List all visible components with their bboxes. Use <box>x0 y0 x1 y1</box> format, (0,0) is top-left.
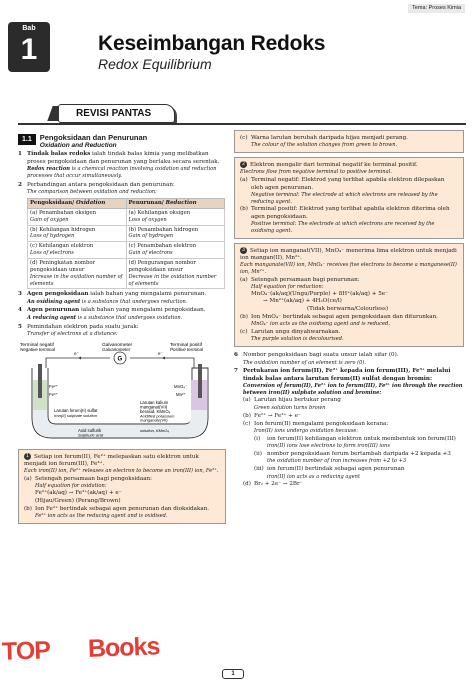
left-solution-label-en: Iron(II) sulphate solution <box>54 412 97 418</box>
note-sub-b <box>24 506 220 520</box>
sub-text: Ion Fe²⁺ bertindak sebagai agen penurunan dan dioksidakan. <box>35 505 210 512</box>
note-text-en: Each manganate(VII) ion, MnO₄⁻ receives five electrons to become a manganese(II) ion, Mn²⁺. <box>240 262 457 276</box>
cell-text: Kehilangan elektron <box>38 243 94 250</box>
page-number: 1 <box>222 669 244 679</box>
point-3 <box>18 291 226 305</box>
point-en: is a substance that undergoes oxidation. <box>76 314 183 321</box>
point-text: Perbandingan antara pengoksidaan dan penurunan: <box>27 181 175 188</box>
point-text: ialah bahan yang mengalami penurunan. <box>88 291 207 298</box>
cell-text-en: Gain of electrons <box>128 250 173 257</box>
cell-text: Kehilangan hidrogen <box>39 226 96 233</box>
left-electrode <box>38 364 42 398</box>
sub-text: ion ferum(II) bertindak sebagai agen penurunan <box>267 466 405 473</box>
sub-text-en: iron(II) ions lose electrons to form iron(III) ions <box>267 443 390 450</box>
row-label: (d) <box>30 259 38 266</box>
sub-text: Larutan hijau bertukar perang <box>254 397 341 404</box>
reduction-cell <box>126 225 225 242</box>
sub-text: Ion MnO₄⁻ bertindak sebagai agen pengoksidaan dan diturunkan. <box>251 313 438 320</box>
electron-label-right: e⁻ <box>158 350 163 356</box>
sub-text-en: the oxidation number of iron increases from +2 to +3 <box>267 458 407 465</box>
point-number: 2 <box>18 181 22 188</box>
table-header-reduction <box>126 198 225 208</box>
chapter-badge <box>8 22 50 72</box>
reduction-half-equation: MnO₄⁻(ak/aq)(Ungu/Purple) + 8H⁺(ak/aq) + 5e⁻ <box>251 290 389 297</box>
sub-text: nombor pengoksidaan ferum bertambah daripada +2 kepada +3 <box>267 451 451 458</box>
sub-text-en: Half equation for oxidation: <box>35 483 107 490</box>
fe2-label: Fe²⁺ <box>49 383 58 389</box>
right-electrode <box>198 364 202 398</box>
point-lead: Agen pengoksidaan <box>27 291 89 298</box>
section-rule <box>18 123 466 125</box>
sub-text: Setengah persamaan bagi pengoksidaan: <box>35 476 153 483</box>
note-box-2 <box>234 157 464 238</box>
reason-i <box>254 436 456 450</box>
point-en: is a chemical reaction involving oxidation and reduction processes that occur simultaneously. <box>27 166 217 179</box>
sub-text: Br₂ + 2e⁻ → 2Br⁻ <box>254 481 303 488</box>
section-title-en: Oxidation and Reduction <box>39 142 117 150</box>
cell-text-en: Loss of oxygen <box>128 216 167 223</box>
note-box-1-continued <box>234 130 464 153</box>
topbooks-watermark <box>1 632 160 666</box>
right-solution-line-1: Larutan kalium <box>140 399 169 405</box>
row-label: (a) <box>128 209 136 216</box>
note-sub-c <box>240 135 458 149</box>
galvanometer-label-en: Galvanometer <box>102 346 131 352</box>
watermark-top: TOP <box>1 636 51 666</box>
note-text-en: Each iron(II) ion, Fe²⁺ releases an electron to become an iron(III) ion, Fe³⁺. <box>24 468 219 475</box>
sub-text-en: The colour of the solution changes from green to brown. <box>251 142 398 149</box>
point-en-lead: Redox reaction <box>27 166 70 173</box>
neg-terminal-label: Terminal negatif <box>20 342 54 348</box>
note-sub-b <box>240 314 458 328</box>
chapter-title: Keseimbangan Redoks <box>98 32 326 55</box>
cell-text-en: Gain of hydrogen <box>128 233 174 240</box>
sub-label: (b) <box>240 313 248 320</box>
table-row <box>28 258 225 288</box>
point-number: 7 <box>234 368 238 375</box>
row-label: (d) <box>128 259 137 266</box>
sub-text: Setengah persamaan bagi penurunan: <box>251 276 360 283</box>
point-en: The oxidation number of an element is zero (0). <box>243 359 367 366</box>
point-number: 5 <box>18 323 22 330</box>
oxidation-cell <box>28 258 127 288</box>
acid-label: Asid sulfurik <box>78 427 102 433</box>
galvanometer-symbol: G <box>117 356 123 363</box>
point-en: Conversion of ferum(II), Fe²⁺ ion to ferum(III), Fe³⁺ ion through the reaction between iron(II) sulphate solution and bromine: <box>243 383 463 396</box>
cell-text-en: Decrease in the oxidation number of elements <box>128 273 217 287</box>
sub-text: Terminal negatif: Elektrod yang terlibat apabila elektron dilepaskan oleh agen penurunan. <box>251 177 445 191</box>
point-en: is a substance that undergoes reduction. <box>80 298 188 305</box>
sub-text-en: Green solution turns brown <box>254 404 326 411</box>
sub-text: Terminal positif: Elektrod yang terlibat apabila elektron diterima oleh agen pengoksidaan. <box>251 206 450 220</box>
neg-terminal-label-en: Negative terminal <box>20 346 56 352</box>
electron-transfer-diagram <box>18 340 226 445</box>
sub-label: (iii) <box>254 466 264 473</box>
sub-label: (i) <box>254 436 261 442</box>
section-number: 1.1 <box>18 134 36 145</box>
sub-label: (d) <box>243 481 251 488</box>
sub-label: (c) <box>243 420 251 427</box>
chapter-label: Bab <box>22 25 36 32</box>
left-solution-label: Larutan ferum(II) sulfat <box>54 407 98 413</box>
note-text-en: Electrons flow from negative terminal to positive terminal. <box>240 169 392 176</box>
sub-label: (a) <box>24 476 32 483</box>
point-en: Transfer of electrons at a distance: <box>27 330 118 337</box>
reason-iii <box>254 466 456 480</box>
bullet-number: 2 <box>240 161 247 168</box>
cell-text: Peningkatan nombor pengoksidaan unsur <box>30 259 96 273</box>
section-title-block <box>40 134 148 149</box>
banner-label: REVISI PANTAS <box>76 108 152 119</box>
sub-label: (b) <box>240 206 248 213</box>
oxidation-cell <box>28 225 127 242</box>
sub-label: (a) <box>240 177 248 184</box>
header-text-en: Oxidation <box>75 199 106 206</box>
point-en-lead: An oxidising agent <box>27 298 81 305</box>
note-text: Elektron mengalir dari terminal negatif ke terminal positif. <box>250 162 418 169</box>
header-text: Penurunan/ <box>128 199 166 206</box>
point-en: The comparison between oxidation and reduction: <box>27 188 157 195</box>
sub-label: (b) <box>243 412 251 419</box>
chapter-number: 1 <box>20 33 38 67</box>
note-box-1 <box>18 449 226 524</box>
point-7-sub-b <box>243 413 464 420</box>
note-box-3 <box>234 243 464 348</box>
note-sub-a <box>24 476 220 505</box>
pos-terminal-label: Terminal positif <box>170 342 202 348</box>
bullet-number: 1 <box>24 453 31 460</box>
row-label: (c) <box>128 243 136 250</box>
point-number: 3 <box>18 291 22 298</box>
equation-colours: (Hijau/Green) (Perang/Brown) <box>35 497 121 504</box>
note-sub-c <box>240 329 458 343</box>
sub-text: Fe²⁺ → Fe³⁺ + e⁻ <box>254 412 301 419</box>
point-7-sub-c <box>243 421 464 480</box>
right-column <box>234 130 464 489</box>
sub-text: Larutan ungu dinyahwarnakan. <box>251 329 341 336</box>
sub-text-en: Positive terminal: The electrode at which electrons are received by the oxidising agent. <box>251 221 435 234</box>
sub-text-en: iron(II) ion acts as a reducing agent <box>267 473 360 480</box>
fe3-label: Fe³⁺ <box>49 391 58 397</box>
reduction-cell <box>126 208 225 225</box>
cell-text-en: Loss of electrons <box>30 250 74 257</box>
point-number: 4 <box>18 307 22 314</box>
apparatus-svg <box>18 340 226 445</box>
sub-label: (a) <box>240 276 248 283</box>
oxidation-half-equation: Fe²⁺(ak/aq) → Fe³⁺(ak/aq) + e⁻ <box>35 490 122 497</box>
mno4-label: MnO₄⁻ <box>174 383 188 389</box>
reduction-cell <box>126 258 225 288</box>
right-solution-line-2: manganat(VII) <box>140 404 168 410</box>
section-heading <box>18 134 226 149</box>
sub-text-en: MnO₄⁻ ion acts as the oxidising agent and is reduced. <box>251 321 390 328</box>
note-text: Setiap ion manganat(VII), MnO₄⁻ menerima lima elektron untuk menjadi ion mangan(II), Mn²⁺. <box>240 247 457 261</box>
cell-text: Pengurangan nombor pengoksidaan unsur <box>128 259 196 273</box>
oxidation-cell <box>28 208 127 225</box>
note-text: Setiap ion ferum(II), Fe²⁺ melepaskan satu elektron untuk menjadi ion ferum(III), Fe³⁺. <box>24 453 199 467</box>
point-text: ialah tindak balas kimia yang melibatkan proses pengoksidaan dan penurunan yang berlaku secara serentak. <box>27 151 220 165</box>
cell-text: Penambahan hidrogen <box>137 226 199 233</box>
sub-text-en: Negative terminal: The electrode at which electrons are released by the reducing agent. <box>251 191 438 205</box>
chapter-header <box>0 0 475 86</box>
comparison-table <box>27 198 225 290</box>
table-row <box>28 242 225 259</box>
sub-text-en: Iron(II) ions undergo oxidation because: <box>254 428 359 435</box>
sub-label: (b) <box>24 505 32 512</box>
point-lead: Agen penurunan <box>27 307 80 314</box>
point-en-lead: A reducing agent <box>27 314 77 321</box>
row-label: (b) <box>30 226 38 233</box>
sub-text-en: The purple solution is decolourised. <box>251 336 344 343</box>
point-7 <box>234 368 464 488</box>
table-row <box>28 208 225 225</box>
point-4 <box>18 307 226 321</box>
reason-ii <box>254 451 456 465</box>
point-lead: Tindak balas redoks <box>27 151 91 158</box>
row-label: (c) <box>30 243 38 250</box>
cell-text: Penambahan oksigen <box>38 209 96 216</box>
cell-text-en: Gain of oxygen <box>30 216 69 223</box>
cell-text-en: Increase in the oxidation number of elements <box>30 273 123 287</box>
cell-text: Kehilangan oksigen <box>137 209 191 216</box>
bullet-number: 3 <box>240 247 247 254</box>
point-number: 1 <box>18 151 22 158</box>
row-label: (a) <box>30 209 38 216</box>
table-row <box>28 225 225 242</box>
header-text: Pengoksidaan/ <box>30 199 76 206</box>
sub-text: ion ferum(II) kehilangan elektron untuk membentuk ion ferum(III) <box>267 436 456 442</box>
mn2-label: Mn²⁺ <box>176 391 186 397</box>
point-7-sub-d <box>243 481 464 488</box>
right-solution-en-1: Acidified potassium <box>140 413 175 419</box>
point-7-sub-a <box>243 397 464 411</box>
electron-label-left: e⁻ <box>74 350 79 356</box>
cell-text: Penambahan elektron <box>137 243 196 250</box>
sub-text-en: Fe²⁺ ion acts as the reducing agent and is oxidised. <box>35 513 168 520</box>
point-text: Nombor pengoksidaan bagi suatu unsur ialah sifar (0). <box>243 352 399 359</box>
point-6 <box>234 352 464 366</box>
chapter-subtitle: Redox Equilibrium <box>98 56 212 72</box>
note-sub-a <box>240 277 458 313</box>
pos-terminal-label-en: Positive terminal <box>170 346 204 352</box>
oxidation-cell <box>28 242 127 259</box>
left-column <box>18 130 226 524</box>
equation-colour-note: (Tidak berwarna/Colourless) <box>306 305 389 312</box>
sub-label: (c) <box>240 329 248 336</box>
cell-text-en: Loss of hydrogen <box>30 233 75 240</box>
header-text-en: Reduction <box>165 199 197 206</box>
acid-label-en: Sulphuric acid <box>78 432 104 438</box>
sub-text: Warna larutan berubah daripada hijau menjadi perang. <box>251 135 408 141</box>
sub-label: (a) <box>243 397 251 404</box>
sub-text-en: Half equation for reduction: <box>251 284 324 291</box>
section-title: Pengoksidaan dan Penurunan <box>39 133 148 142</box>
theme-label: Tema: Proses Kimia <box>408 4 465 13</box>
reduction-half-equation-products: → Mn²⁺(ak/aq) + 4H₂O(ce/l) <box>263 298 342 305</box>
note-sub-b <box>240 206 458 234</box>
right-solution-en-2: manganate(VII) <box>140 417 168 423</box>
sub-label: (c) <box>240 135 248 141</box>
table-header-oxidation <box>28 198 127 208</box>
point-2 <box>18 182 226 196</box>
right-solution-line-3: berasid, KMnO₄ <box>140 408 171 414</box>
point-text: ialah bahan yang mengalami pengoksidaan. <box>79 307 206 314</box>
watermark-books: Books <box>87 632 160 663</box>
galvanometer-label: Galvanometer <box>102 342 133 348</box>
row-label: (b) <box>128 226 137 233</box>
point-5 <box>18 324 226 338</box>
sub-label: (ii) <box>254 451 262 458</box>
note-sub-a <box>240 177 458 205</box>
revisi-pantas-banner <box>50 104 175 123</box>
page-footer <box>0 632 475 700</box>
right-solution-en-3: solution, KMnO₄ <box>140 427 169 433</box>
point-text: Pemindahan elektron pada suatu jarak: <box>27 323 139 330</box>
point-number: 6 <box>234 352 238 359</box>
sub-text: Ion ferum(II) mengalami pengoksidaan kerana: <box>254 420 389 427</box>
point-text: Pertukaran ion ferum(II), Fe²⁺ kepada ion ferum(III), Fe³⁺ melalui tindak balas antara larutan ferum(II) sulfat dengan bromin: <box>243 368 451 382</box>
point-1 <box>18 151 226 179</box>
reduction-cell <box>126 242 225 259</box>
